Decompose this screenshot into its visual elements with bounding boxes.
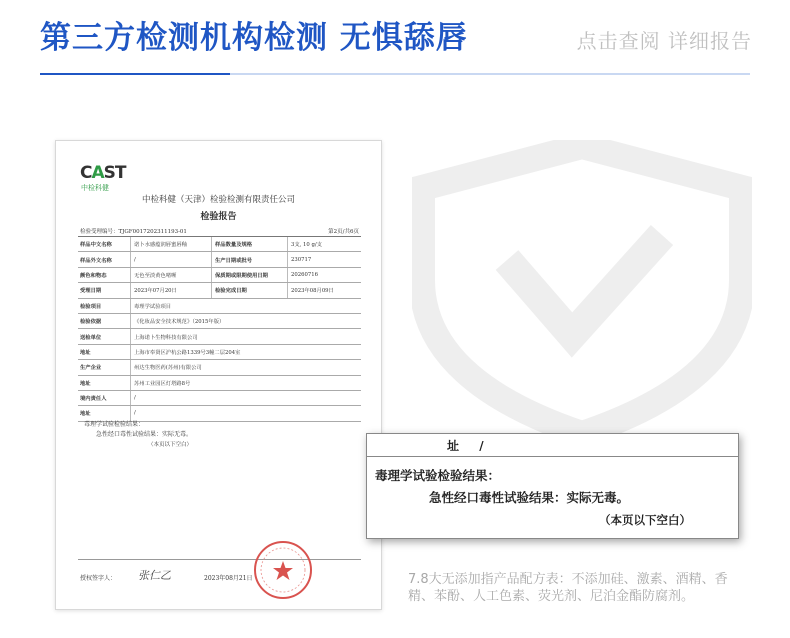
- row-value: 苏州工业园区灯塔路8号: [134, 380, 191, 387]
- shield-icon: [412, 140, 752, 440]
- result-section: [84, 420, 192, 450]
- table-row: [78, 299, 361, 314]
- row-value: /: [134, 395, 136, 402]
- view-report-link[interactable]: 点击查阅 详细报告: [576, 29, 752, 53]
- row-label: 地址: [78, 376, 131, 390]
- table-row: [78, 237, 361, 252]
- row-label-2: 保质期或限期使用日期: [211, 268, 288, 282]
- table-row: [78, 376, 361, 391]
- zoom-result-line: 急性经口毒性试验结果：实际无毒。: [429, 490, 630, 505]
- row-label: 送检单位: [78, 329, 131, 343]
- row-value: 上海诺卜生物科技有限公司: [134, 334, 198, 341]
- logo-subtitle: 中检科健: [81, 184, 109, 192]
- signer-label: 授权签字人：: [80, 575, 117, 582]
- blank-note: （本页以下空白）: [148, 442, 193, 448]
- zoom-address-value: /: [479, 439, 492, 453]
- zoom-address-row: [447, 437, 492, 454]
- row-label: 样品外文名称: [78, 252, 131, 266]
- result-heading: 毒理学试验检验结果：: [84, 421, 145, 428]
- sign-date: 2023年08月21日: [204, 575, 253, 582]
- row-label: 受理日期: [78, 283, 131, 297]
- report-title: 检验报告: [200, 212, 237, 222]
- row-value: /: [134, 256, 136, 263]
- row-value: 上海市奉贤区沪杭公路1339号3幢二层204室: [134, 349, 241, 356]
- row-label-2: 生产日期或批号: [211, 252, 288, 266]
- zoom-result-heading: 毒理学试验检验结果：: [375, 468, 501, 483]
- table-row: [78, 283, 361, 298]
- row-label-2: 样品数量及规格: [211, 237, 288, 251]
- row-label: 生产企业: [78, 360, 131, 374]
- report-page: 第2页/共6页: [328, 229, 359, 235]
- test-report-document[interactable]: [55, 140, 382, 610]
- row-value: /: [134, 410, 136, 417]
- table-row: [78, 391, 361, 406]
- row-value-2: 230717: [291, 256, 312, 263]
- row-value: 诺卜水感蕴润唇蜜唇釉: [134, 242, 187, 249]
- header-divider-accent: [40, 73, 230, 75]
- row-label: 地址: [78, 345, 131, 359]
- row-label: 样品中文名称: [78, 237, 131, 251]
- page-title: 第三方检测机构检测 无惧舔唇: [40, 20, 468, 56]
- cast-logo: [80, 163, 126, 183]
- row-value-2: 2023年08月09日: [291, 288, 334, 295]
- row-value: 州达生物医药(苏州)有限公司: [134, 365, 202, 372]
- row-value: 无色至淡黄色啫喱: [134, 272, 177, 279]
- row-label-2: 检验完成日期: [211, 283, 288, 297]
- zoom-divider: [367, 456, 738, 457]
- header: [0, 0, 790, 80]
- row-label: 地址: [78, 406, 131, 420]
- row-value-2: 20260716: [291, 271, 318, 278]
- table-row: [78, 360, 361, 375]
- row-label: 境内责任人: [78, 391, 131, 405]
- zoomed-result-callout: [366, 433, 739, 539]
- company-name: 中检科健（天津）检验检测有限责任公司: [141, 195, 295, 205]
- row-label: 检验项目: [78, 299, 131, 313]
- signature: 张仁乙: [138, 569, 171, 582]
- footnote: 7.8大无添加指产品配方表：不添加硅、激素、酒精、香精、苯酚、人工色素、荧光剂、尼泊金酯防腐剂。: [408, 572, 728, 604]
- result-line: 急性经口毒性试验结果：实际无毒。: [96, 431, 193, 438]
- table-row: [78, 329, 361, 344]
- logo-text: CAST: [80, 163, 126, 183]
- table-row: [78, 268, 361, 283]
- zoom-address-label: 址: [447, 439, 468, 453]
- row-label: 颜色和物态: [78, 268, 131, 282]
- table-row: [78, 345, 361, 360]
- row-value: 《化妆品安全技术规范》（2015年版）: [134, 319, 225, 326]
- table-row: [78, 314, 361, 329]
- row-value-2: 3支, 10 g/支: [291, 242, 322, 249]
- row-value: 2023年07月20日: [134, 288, 177, 295]
- row-value: 毒理学试验项目: [134, 303, 172, 310]
- signature-divider: [78, 559, 361, 560]
- table-row: [78, 252, 361, 267]
- zoom-blank-note: （本页以下空白）: [599, 513, 691, 527]
- report-number: 检验受理编号：TJGF0017202311193-01: [80, 229, 187, 235]
- report-table: [78, 236, 361, 422]
- red-seal-stamp: [252, 539, 314, 601]
- row-label: 检验依据: [78, 314, 131, 328]
